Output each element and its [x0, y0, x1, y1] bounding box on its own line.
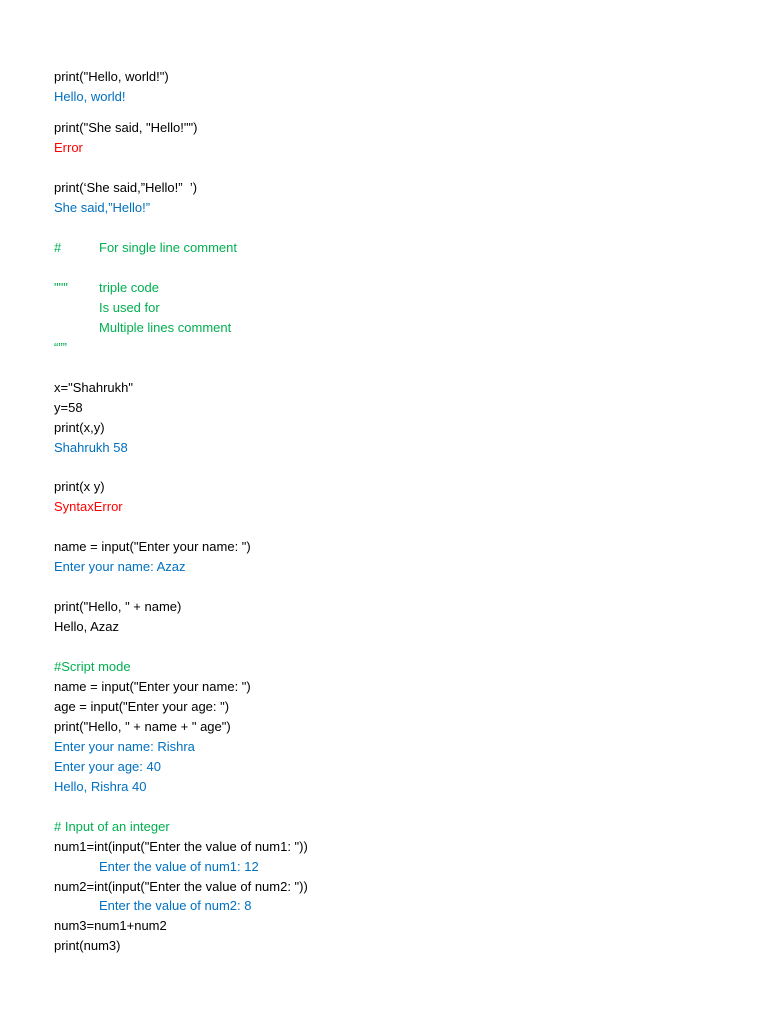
output-line-hello-azaz: Hello, Azaz	[54, 619, 120, 634]
code-line-num2-input: num2=int(input("Enter the value of num2: "))	[54, 879, 308, 894]
output-line-hello: Hello, world!	[54, 89, 126, 104]
code-line-num3-sum: num3=num1+num2	[54, 918, 167, 933]
output-line-num2-value: Enter the value of num2: 8	[99, 898, 252, 913]
comment-input-integer: # Input of an integer	[54, 819, 170, 834]
code-line-print-hello: print("Hello, world!")	[54, 69, 169, 84]
code-line-y-assign: y=58	[54, 400, 83, 415]
comment-triple-code-text: triple code	[99, 280, 159, 295]
code-line-print-xy: print(x,y)	[54, 420, 105, 435]
comment-hash-symbol: #	[54, 240, 62, 255]
output-line-enter-name-rishra: Enter your name: Rishra	[54, 739, 195, 754]
comment-triple-quote-close: “””	[54, 340, 67, 355]
comment-triple-quote-open: """	[54, 280, 68, 295]
output-line-hello-rishra: Hello, Rishra 40	[54, 779, 147, 794]
output-line-enter-age: Enter your age: 40	[54, 759, 161, 774]
error-line-syntax: SyntaxError	[54, 499, 123, 514]
output-line-enter-name-azaz: Enter your name: Azaz	[54, 559, 186, 574]
code-line-name-input: name = input("Enter your name: ")	[54, 539, 251, 554]
comment-script-mode: #Script mode	[54, 659, 131, 674]
output-line-she-said: She said,”Hello!”	[54, 200, 151, 215]
code-line-age-input: age = input("Enter your age: ")	[54, 699, 230, 714]
comment-multiple-lines-text: Multiple lines comment	[99, 320, 232, 335]
code-line-print-hello-age: print("Hello, " + name + " age")	[54, 719, 231, 734]
code-line-print-num3: print(num3)	[54, 938, 121, 953]
code-line-x-assign: x="Shahrukh"	[54, 380, 133, 395]
code-line-print-x-y: print(x y)	[54, 479, 105, 494]
comment-single-line-text: For single line comment	[99, 240, 237, 255]
output-line-shahrukh: Shahrukh 58	[54, 440, 128, 455]
error-line: Error	[54, 140, 83, 155]
code-line-print-hello-name: print("Hello, " + name)	[54, 599, 182, 614]
comment-used-for-text: Is used for	[99, 300, 160, 315]
code-line-name-input-2: name = input("Enter your name: ")	[54, 679, 251, 694]
output-line-num1-value: Enter the value of num1: 12	[99, 859, 259, 874]
code-line-num1-input: num1=int(input("Enter the value of num1: "))	[54, 839, 308, 854]
code-line-print-quotes: print(‘She said,”Hello!” ’)	[54, 180, 198, 195]
code-line-print-she-said: print("She said, "Hello!"")	[54, 120, 198, 135]
